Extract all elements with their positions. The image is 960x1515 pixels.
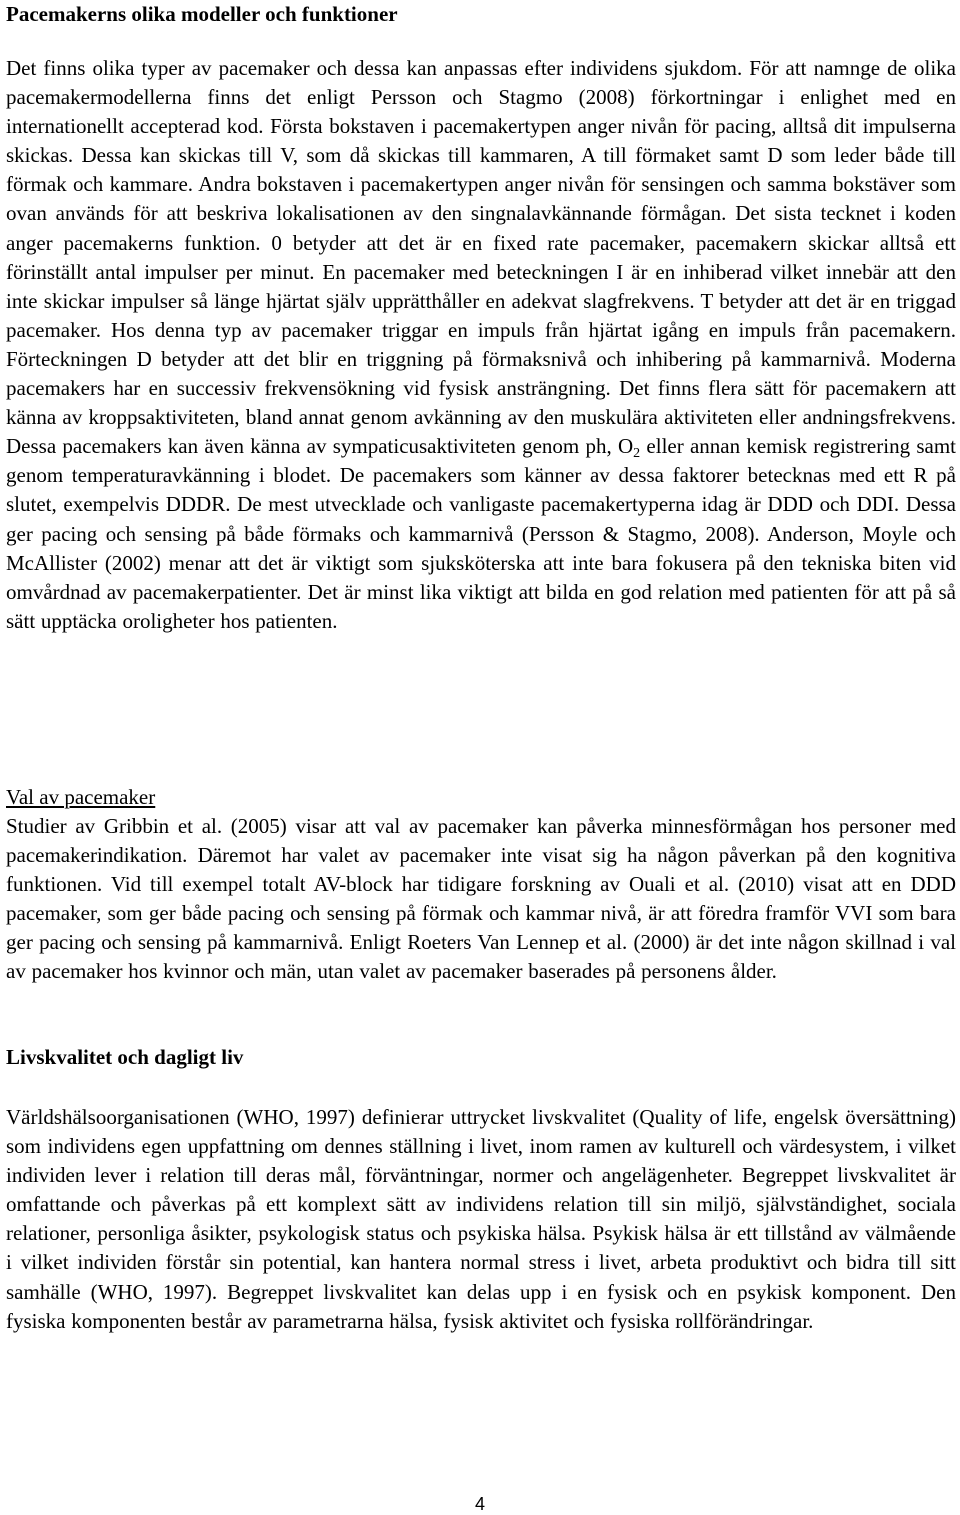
o2-subscript: 2 (633, 446, 641, 462)
body-paragraph-pacemaker-models (6, 54, 956, 636)
section-heading-quality-of-life: Livskvalitet och dagligt liv (6, 1045, 244, 1069)
paragraph-text-part1: Det finns olika typer av pacemaker och dessa kan anpassas efter individens sjukdom. För att namnge de olika pacemakermodellerna finns det enligt Persson och Stagmo (2008) förkortningar i enlighet med en internationellt accepterad kod. Första bokstaven i pacemakertypen anger nivån för pacing, alltså dit impulserna skickas. Dessa kan skickas till V, som då skickas till kammaren, A till förmaket samt D som leder både till förmak och kammare. Andra bokstaven i pacemakertypen anger nivån för sensingen och samma bokstäver som ovan används för att beskriva lokalisationen av den singnalavkännande förmågan. Det sista tecknet i koden anger pacemakerns funktion. 0 betyder att det är en fixed rate pacemaker, pacemakern skickar alltså ett förinställt antal impulser per minut. En pacemaker med beteckningen I är en inhiberad vilket innebär att den inte skickar impulser så länge hjärtat själv upprätthåller en adekvat slagfrekvens. T betyder att det är en triggad pacemaker. Hos denna typ av pacemaker triggar en impuls från hjärtat igång en impuls från pacemakern. Förteckningen D betyder att det blir en triggning på förmaksnivå och inhibering på kammarnivå. Moderna pacemakers har en successiv frekvensökning vid fysisk ansträngning. Det finns flera sätt för pacemakern att känna av kroppsaktiviteten, bland annat genom avkänning av den muskulära aktiviteten eller andningsfrekvens. Dessa pacemakers kan även känna av sympaticusaktiviteten genom ph, O (6, 56, 956, 459)
subheading-choice-of-pacemaker: Val av pacemaker (6, 785, 156, 809)
body-paragraph-quality-of-life: Världshälsoorganisationen (WHO, 1997) definierar uttrycket livskvalitet (Quality of life, engelsk översättning) som individens egen uppfattning om dennes ställning i livet, inom ramen av kulturell och värdesystem, i vilket individen lever i relation till deras mål, förväntningar, normer och angelägenheter. Begreppet livskvalitet är omfattande och påverkas på ett komplext sätt av individens relation till sin miljö, självständighet, sociala relationer, personliga åsikter, psykologisk status och psykiska hälsa. Psykisk hälsa är ett tillstånd av välmående i vilket individen förstår sin potential, kan hantera normal stress i livet, arbeta produktivt och bidra till sitt samhälle (WHO, 1997). Begreppet livskvalitet kan delas upp i en fysisk och en psykisk komponent. Den fysiska komponenten består av parametrarna hälsa, fysisk aktivitet och fysiska rollförändringar. (6, 1105, 956, 1333)
paragraph-text-part2: eller annan kemisk registrering samt genom temperaturavkänning i blodet. De pacemakers som känner av dessa faktorer betecknas med ett R på slutet, exempelvis DDDR. De mest utvecklade och vanligaste pacemakertyperna idag är DDD och DDI. Dessa ger pacing och sensing på både förmaks och kammarnivå (Persson & Stagmo, 2008). Anderson, Moyle och McAllister (2002) menar att det är viktigt som sjuksköterska att inte bara fokusera på den tekniska biten vid omvårdnad av pacemakerpatienter. Det är minst lika viktigt att bilda en god relation med patienten för att på så sätt upptäcka oroligheter hos patienten. (6, 434, 956, 633)
section-heading-pacemaker-models: Pacemakerns olika modeller och funktioner (6, 2, 398, 26)
page-number: 4 (474, 1494, 485, 1514)
body-paragraph-choice-of-pacemaker: Studier av Gribbin et al. (2005) visar att val av pacemaker kan påverka minnesförmågan hos personer med pacemakerindikation. Däremot har valet av pacemaker inte visat sig ha någon påverkan på den kognitiva funktionen. Vid till exempel totalt AV-block har tidigare forskning av Ouali et al. (2010) visat att en DDD pacemaker, som ger både pacing och sensing på förmak och kammar nivå, är att föredra framför VVI som bara ger pacing och sensing på kammarnivå. Enligt Roeters Van Lennep et al. (2000) är det inte någon skillnad i val av pacemaker hos kvinnor och män, utan valet av pacemaker baserades på personens ålder. (6, 814, 956, 984)
